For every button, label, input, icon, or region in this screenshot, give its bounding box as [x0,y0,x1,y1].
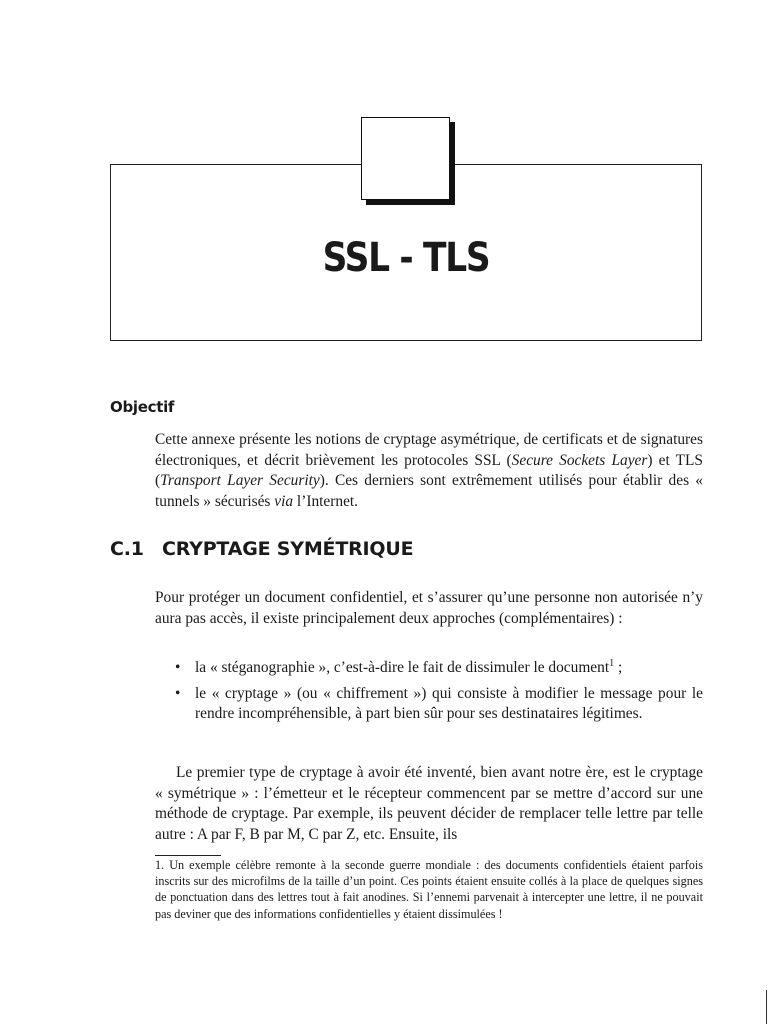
objectif-text-1: Cette annexe présente les notions de cryptage asymétrique, de certificats et de signatures électroniques, et décrit brièvement les protocoles SSL ( [155,431,703,469]
objectif-text-2: ) et TLS ( [155,451,703,489]
section-heading [110,538,413,560]
footnote-ref: 1 [609,657,615,669]
objectif-em-tls: Transport Layer Security [160,472,320,489]
bullet-item [155,684,703,724]
objectif-paragraph [155,430,703,512]
objectif-em-via: via [274,492,294,510]
page-edge-line [766,990,767,1024]
bullet-item [155,658,703,678]
bullet-text: le « cryptage » (ou « chiffrement ») qui consiste à modifier le message pour le rendre incompréhensible, à part bien sûr pour ses destinataires légitimes. [195,685,703,722]
bullet-tail: ; [614,659,623,676]
bullet-text: la « stéganographie », c’est-à-dire le fait de dissimuler le document [195,659,610,676]
objectif-text-4: l’Internet. [293,492,359,510]
chapter-title: SSL - TLS [322,235,490,281]
bullet-list [155,658,703,730]
footnote-rule [155,855,221,856]
objectif-heading: Objectif [110,398,175,416]
section-number: C.1 [110,538,144,560]
bullet-dot: • [175,685,181,702]
objectif-text-3: ). Ces derniers sont extrêmement utilisés pour établir des « tunnels » sécurisés [155,472,704,510]
section-title: CRYPTAGE SYMÉTRIQUE [162,538,414,560]
objectif-em-ssl: Secure Sockets Layer [511,451,648,469]
chapter-letter-box [361,117,450,200]
intro-paragraph: Pour protéger un document confidentiel, et s’assurer qu’une personne non autorisée n’y aura pas accès, il existe principalement deux approches (complémentaires) : [155,589,703,627]
body-paragraph: Le premier type de cryptage à avoir été inventé, bien avant notre ère, est le cryptage « symétrique » : l’émetteur et le récepteur commencent par se mettre d’accord sur une méthode de cryptage. Par exemple, ils peuvent décider de remplacer telle lettre par telle autre : A par F, B par M, C par Z, etc. Ensuite, ils [155,764,703,843]
bullet-dot: • [175,659,181,676]
footnote: 1. Un exemple célèbre remonte à la seconde guerre mondiale : des documents confidentiels étaient parfois inscrits sur des microfilms de la taille d’un point. Ces points étaient ensuite collés à la place de quelques signes de ponctuation dans des lettres tout à fait anodines. Si l’ennemi parvenait à intercepter une lettre, il ne pouvait pas deviner que des informations confidentielles y étaient dissimulées ! [155,858,703,921]
